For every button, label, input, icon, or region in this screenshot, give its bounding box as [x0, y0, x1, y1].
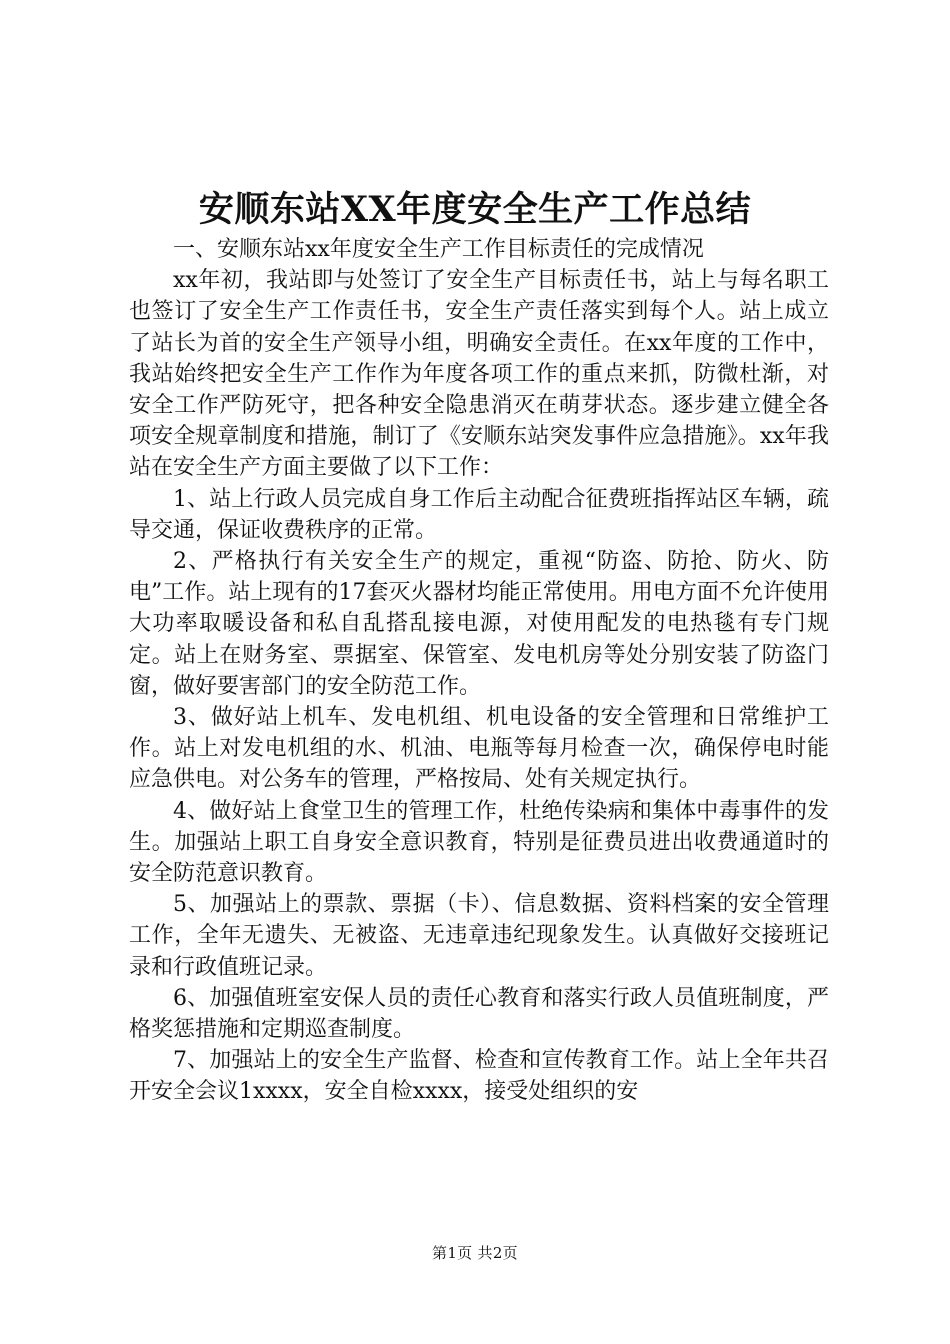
body-paragraph: xx年初，我站即与处签订了安全生产目标责任书，站上与每名职工也签订了安全生产工作责任书，安全生产责任落实到每个人。站上成立了站长为首的安全生产领导小组，明确安全责任。在xx年度的工作中，我站始终把安全生产工作作为年度各项工作的重点来抓，防微杜渐，对安全工作严防死守，把各种安全隐患消灭在萌芽状态。逐步建立健全各项安全规章制度和措施，制订了《安顺东站突发事件应急措施》。xx年我站在安全生产方面主要做了以下工作： [129, 268, 829, 481]
document-body [129, 234, 829, 1108]
list-item-4: 4、做好站上食堂卫生的管理工作，杜绝传染病和集体中毒事件的发生。加强站上职工自身安全意识教育，特别是征费员进出收费通道时的安全防范意识教育。 [129, 798, 829, 887]
document-title: 安顺东站XX年度安全生产工作总结 [198, 189, 752, 230]
section-heading: 一、安顺东站xx年度安全生产工作目标责任的完成情况 [173, 237, 704, 262]
list-item-2: 2、严格执行有关安全生产的规定，重视“防盗、防抢、防火、防电”工作。站上现有的17套灭火器材均能正常使用。用电方面不允许使用大功率取暖设备和私自乱搭乱接电源，对使用配发的电热毯有专门规定。站上在财务室、票据室、保管室、发电机房等处分别安装了防盗门窗，做好要害部门的安全防范工作。 [129, 549, 829, 699]
list-item-5: 5、加强站上的票款、票据（卡）、信息数据、资料档案的安全管理工作，全年无遗失、无被盗、无违章违纪现象发生。认真做好交接班记录和行政值班记录。 [129, 892, 829, 980]
page-indicator: 第1页 共2页 [432, 1244, 518, 1262]
list-item-3: 3、做好站上机车、发电机组、机电设备的安全管理和日常维护工作。站上对发电机组的水、机油、电瓶等每月检查一次，确保停电时能应急供电。对公务车的管理，严格按局、处有关规定执行。 [129, 705, 829, 793]
list-item-7: 7、加强站上的安全生产监督、检查和宣传教育工作。站上全年共召开安全会议1xxxx，安全自检xxxx，接受处组织的安 [129, 1048, 829, 1105]
list-item-6: 6、加强值班室安保人员的责任心教育和落实行政人员值班制度，严格奖惩措施和定期巡查制度。 [129, 985, 829, 1043]
list-item-1: 1、站上行政人员完成自身工作后主动配合征费班指挥站区车辆，疏导交通，保证收费秩序的正常。 [129, 486, 829, 543]
